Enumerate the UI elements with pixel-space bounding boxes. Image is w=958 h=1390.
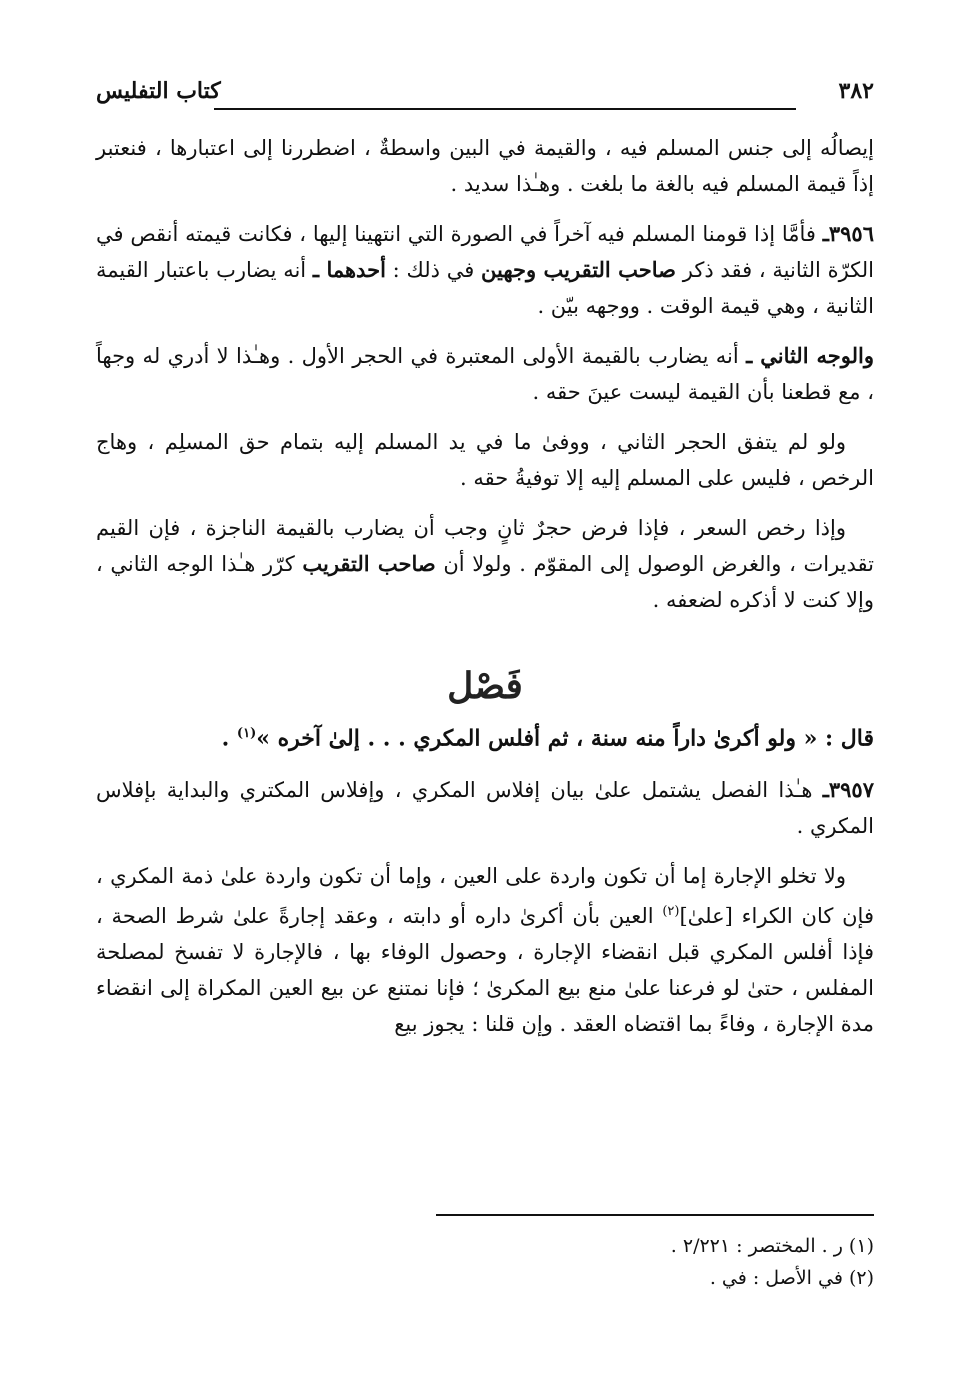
- paragraph-text: العين بأن أكرىٰ داره أو دابته ، وعقد إجارةً علىٰ شرط الصحة ، فإذا أفلس المكري قبل انقضاء الإجارة ، وحصول الوفاء بها ، فالإجارة لا تفسخ لمصلحة المفلس ، حتىٰ لو فرعنا علىٰ منع بيع المكرىٰ ؛ فإنا نمتنع عن بيع العين المكراة إلى انقضاء مدة الإجارة ، وفاءً بما اقتضاه العقد . وإن قلنا : يجوز بيع: [96, 904, 874, 1037]
- document-page: [96, 60, 874, 1360]
- paragraph-3957: [96, 772, 874, 844]
- paragraph-text: فأمَّا إذا قومنا المسلم فيه آخراً في الصورة التي انتهينا إليها ، فكانت قيمته أنقص في الكرّة الثانية ، فقد ذكر: [96, 222, 874, 282]
- paragraph-text: ولا تخلو الإجارة إما أن تكون واردة على العين ، وإما أن تكون واردة علىٰ ذمة المكري ، فإن كان الكراء [علىٰ]: [96, 864, 874, 929]
- bold-term: صاحب التقريب: [302, 551, 436, 576]
- page-header: [96, 74, 874, 118]
- footnote-ref: (٢): [662, 904, 680, 920]
- paragraph: [96, 510, 874, 618]
- footnote-2: (٢) في الأصل : في .: [709, 1267, 874, 1289]
- bold-term: أحدهما ـ: [312, 257, 386, 282]
- paragraph-text: وإذا رخص السعر ، فإذا فرض حجرٌ ثانٍ وجب أن يضارب بالقيمة الناجزة ، فإن القيم تقديرات ، والغرض الوصول إلى المقوّم . ولولا أن: [96, 516, 875, 576]
- footnote-ref: (١): [236, 726, 257, 741]
- footnotes: [96, 1230, 874, 1294]
- page-number: ٣٨٢: [838, 78, 874, 104]
- bold-term: والوجه الثاني ـ: [746, 343, 874, 368]
- paragraph: إيصالُه إلى جنس المسلم فيه ، والقيمة في البين واسطةٌ ، اضطررنا إلى اعتبارها ، فنعتبر إذاً قيمة المسلم فيه بالغة ما بلغت . وهـٰذا سديد .: [96, 136, 874, 196]
- paragraph-number: ٣٩٥٦ـ: [822, 221, 874, 246]
- book-title: كتاب التفليس: [96, 78, 221, 104]
- paragraph-number: ٣٩٥٧ـ: [822, 777, 874, 803]
- paragraph: ولو لم يتفق الحجر الثاني ، ووفىٰ ما في يد المسلم إليه بتمام حق المسلِم ، وهاج الرخص ، فليس على المسلم إليه إلا توفيةُ حقه .: [96, 430, 874, 490]
- quote-end: .: [221, 725, 237, 752]
- paragraph: [96, 338, 874, 410]
- quoted-statement: [96, 716, 874, 756]
- paragraph-text: هـٰذا الفصل يشتمل علىٰ بيان إفلاس المكري ، وإفلاس المكتري والبداية بإفلاس المكري .: [96, 778, 874, 839]
- paragraph: [96, 858, 874, 1042]
- paragraph-3956: [96, 216, 874, 324]
- header-rule: [214, 108, 796, 110]
- bold-term: صاحب التقريب وجهين: [481, 257, 676, 282]
- paragraph-text: في ذلك :: [385, 258, 481, 282]
- paragraph-text: أنه يضارب بالقيمة الأولى المعتبرة في الحجر الأول . وهـٰذا لا أدري له وجهاً ، مع قطعنا بأن القيمة ليست عينَ حقه .: [96, 344, 874, 404]
- footnote-rule: [436, 1214, 874, 1216]
- footnote-1: (١) ر . المختصر : ٢/٢٢١ .: [670, 1235, 874, 1257]
- paragraph-text: أنه يضارب باعتبار القيمة الثانية ، وهي قيمة الوقت . ووجهه بيّن .: [96, 258, 874, 318]
- paragraph-text: كرّر هـٰذا الوجه الثاني ، وإلا كنت لا أذكره لضعفه .: [96, 552, 874, 612]
- section-heading: فَصْل: [447, 665, 523, 707]
- page-body: [96, 130, 874, 1056]
- quote-text: قال : « ولو أكرىٰ داراً منه سنة ، ثم أفلس المكري . . . إلىٰ آخره »: [256, 725, 874, 752]
